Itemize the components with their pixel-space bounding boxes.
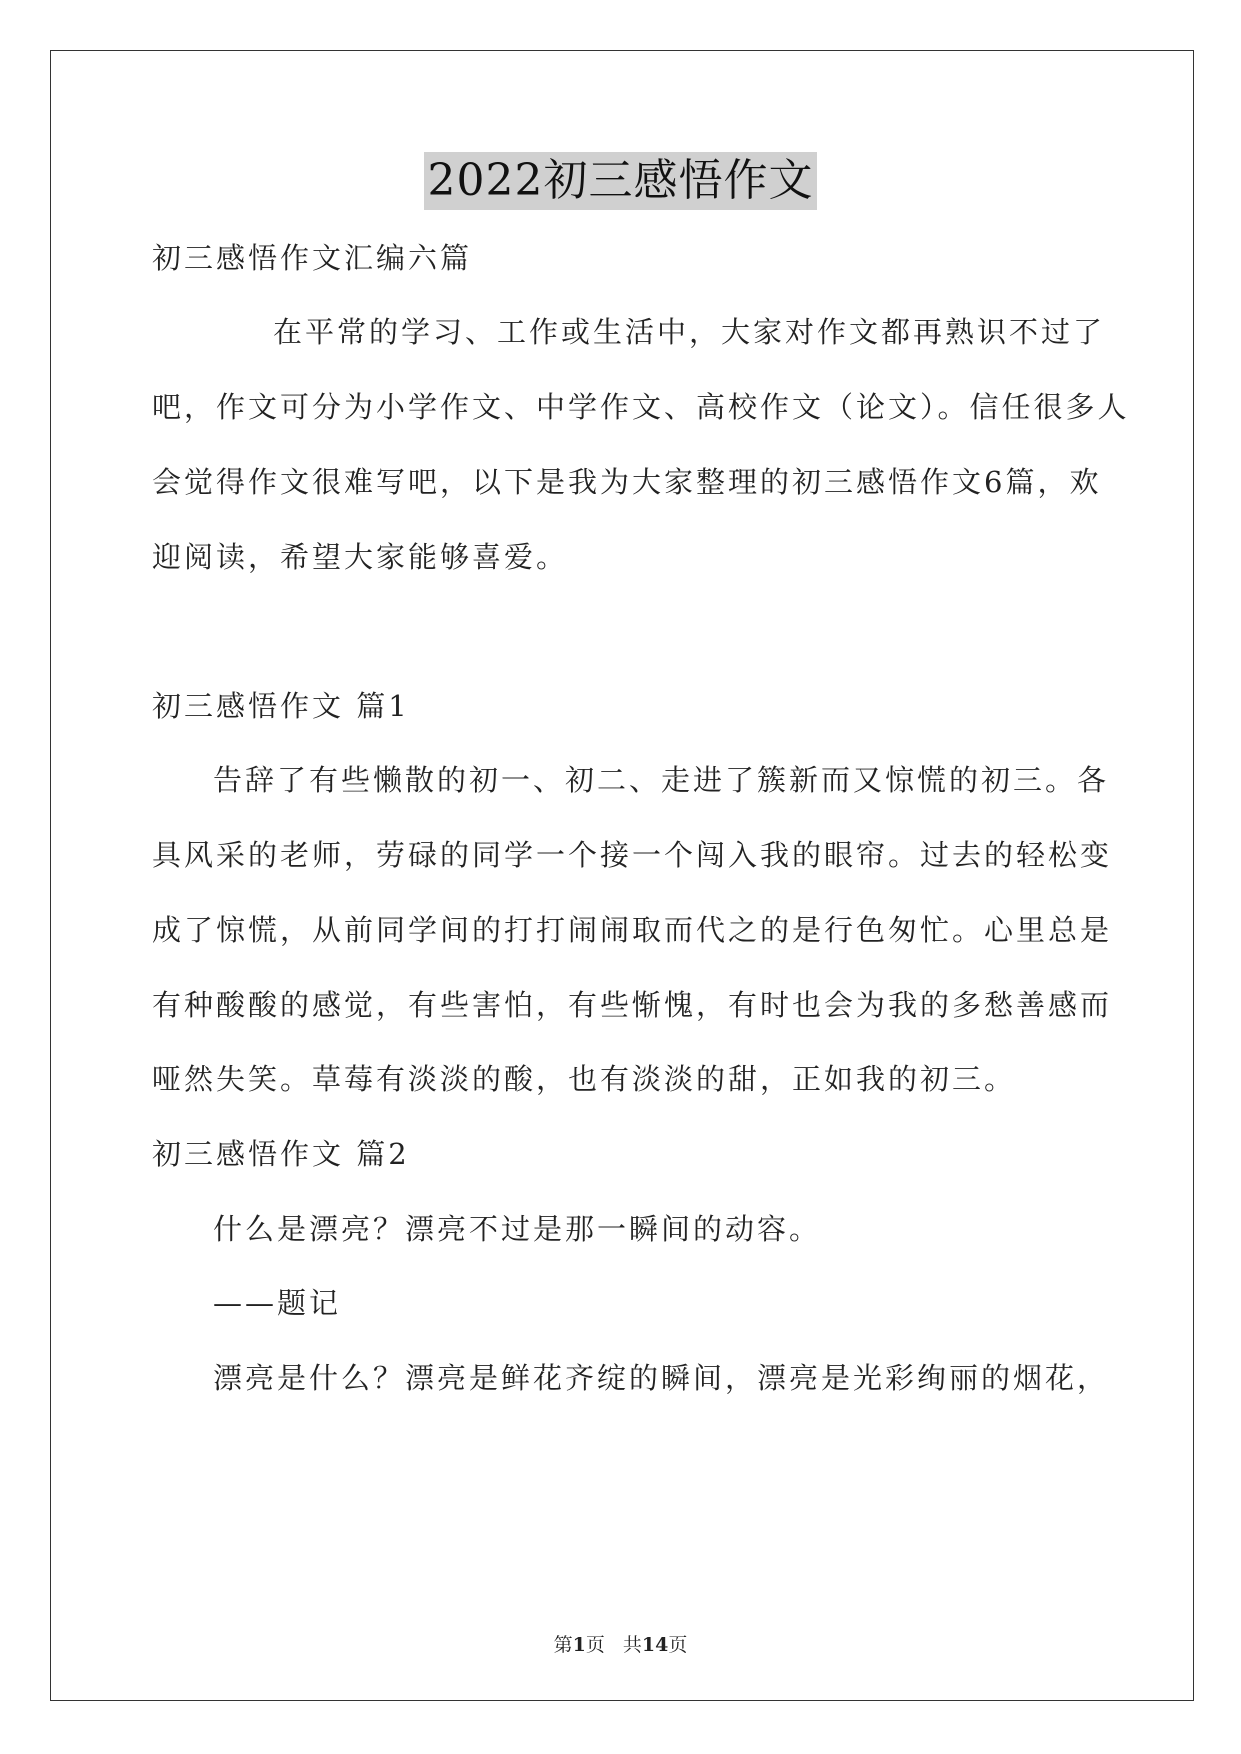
intro-line-1: 在平常的学习、工作或生活中，大家对作文都再熟识不过了 bbox=[273, 315, 1106, 349]
intro-line-4: 迎阅读，希望大家能够喜爱。 bbox=[152, 540, 569, 574]
section2-line-3: 漂亮是什么？漂亮是鲜花齐绽的瞬间，漂亮是光彩绚丽的烟花， bbox=[213, 1361, 1110, 1395]
page-prefix: 第 bbox=[553, 1634, 573, 1656]
section1-line-2: 具风采的老师，劳碌的同学一个接一个闯入我的眼帘。过去的轻松变 bbox=[152, 838, 1113, 872]
section2-epigraph: ——题记 bbox=[213, 1286, 342, 1320]
intro-line-3: 会觉得作文很难写吧，以下是我为大家整理的初三感悟作文6篇，欢 bbox=[152, 465, 1102, 499]
section1-heading: 初三感悟作文 篇1 bbox=[152, 689, 410, 723]
total-suffix: 页 bbox=[668, 1634, 688, 1656]
page-footer bbox=[0, 1632, 1241, 1658]
page-suffix: 页 bbox=[585, 1634, 605, 1656]
section1-line-3: 成了惊慌，从前同学间的打打闹闹取而代之的是行色匆忙。心里总是 bbox=[152, 913, 1113, 947]
section2-line-1: 什么是漂亮？漂亮不过是那一瞬间的动容。 bbox=[213, 1212, 822, 1246]
page-border bbox=[50, 50, 1194, 1701]
title-wrap bbox=[0, 152, 1241, 210]
total-pages: 14 bbox=[641, 1634, 669, 1656]
total-prefix: 共 bbox=[622, 1634, 642, 1656]
document-subtitle: 初三感悟作文汇编六篇 bbox=[152, 241, 473, 275]
document-title: 2022初三感悟作文 bbox=[424, 152, 818, 210]
section2-heading: 初三感悟作文 篇2 bbox=[152, 1137, 410, 1171]
intro-line-2: 吧，作文可分为小学作文、中学作文、高校作文（论文）。信任很多人 bbox=[152, 390, 1130, 424]
section1-line-5: 哑然失笑。草莓有淡淡的酸，也有淡淡的甜，正如我的初三。 bbox=[152, 1062, 1017, 1096]
page-number: 1 bbox=[572, 1634, 586, 1656]
section1-line-4: 有种酸酸的感觉，有些害怕，有些惭愧，有时也会为我的多愁善感而 bbox=[152, 988, 1113, 1022]
section1-line-1: 告辞了有些懒散的初一、初二、走进了簇新而又惊慌的初三。各 bbox=[213, 763, 1110, 797]
